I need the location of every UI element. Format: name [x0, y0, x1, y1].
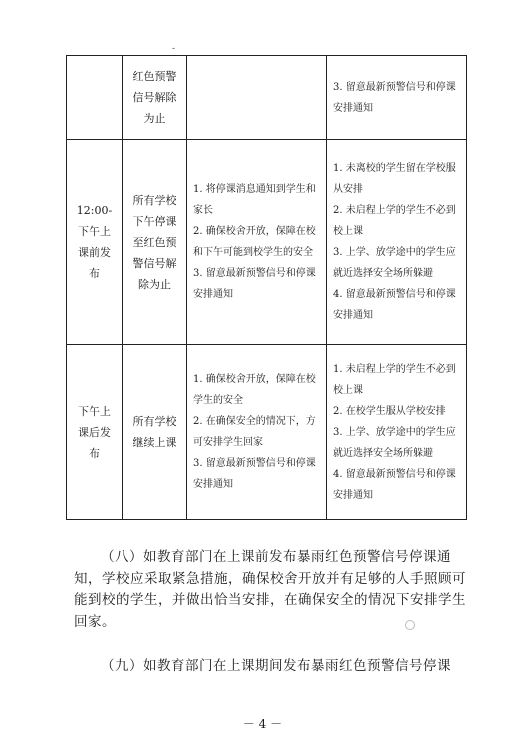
table-row [67, 345, 467, 520]
measure-item: 3. 留意最新预警信号和停课安排通知 [193, 268, 316, 300]
time-cell: 12:00-下午上课前发布 [67, 140, 123, 345]
measure-item: 2. 未启程上学的学生不必到校上课 [333, 205, 456, 237]
time-cell: 下午上课后发布 [67, 345, 123, 520]
paragraph-nine: （九）如教育部门在上课期间发布暴雨红色预警信号停课 [101, 658, 451, 674]
page-mark: - [172, 44, 176, 54]
suspension-cell: 所有学校继续上课 [123, 345, 187, 520]
measure-item: 1. 未启程上学的学生不必到校上课 [333, 363, 456, 396]
table-row [67, 140, 467, 345]
school-measures-cell [187, 56, 327, 140]
measure-item: 1. 将停课消息通知到学生和家长 [193, 184, 316, 216]
stray-mark [405, 620, 415, 630]
warning-measures-table [66, 55, 467, 520]
time-cell [67, 56, 123, 140]
measure-item: 1. 确保校舍开放，保障在校学生的安全 [193, 374, 316, 406]
measure-item: 4. 留意最新预警信号和停课安排通知 [333, 289, 456, 321]
school-measures-cell [187, 345, 327, 520]
paragraph-eight: （八）如教育部门在上课前发布暴雨红色预警信号停课通知，学校应采取紧急措施，确保校舍开放并有足够的人手照顾可能到校的学生，并做出恰当安排，在确保安全的情况下安排学生回家。 [74, 549, 466, 630]
suspension-cell: 红色预警信号解除为止 [123, 56, 187, 140]
school-measures-cell [187, 140, 327, 345]
measure-item: 3. 上学、放学途中的学生应就近选择安全场所躲避 [333, 426, 456, 459]
suspension-cell: 所有学校下午停课至红色预警信号解除为止 [123, 140, 187, 345]
measure-item: 3. 上学、放学途中的学生应就近选择安全场所躲避 [333, 247, 456, 279]
measure-item: 2. 确保校舍开放，保障在校和下午可能到校学生的安全 [193, 226, 316, 258]
measure-item: 3. 留意最新预警信号和停课安排通知 [193, 458, 316, 490]
table-row [67, 56, 467, 140]
student-measures-cell [327, 140, 467, 345]
student-measures-cell [327, 56, 467, 140]
page-number: － 4 － [242, 717, 283, 731]
student-measures-cell [327, 345, 467, 520]
measure-item: 4. 留意最新预警信号和停课安排通知 [333, 468, 456, 501]
measure-item: 3. 留意最新预警信号和停课安排通知 [333, 81, 456, 114]
measure-item: 2. 在确保安全的情况下，方可安排学生回家 [193, 416, 316, 448]
measure-item: 2. 在校学生服从学校安排 [333, 405, 446, 417]
measure-item: 1. 未离校的学生留在学校服从安排 [333, 163, 456, 195]
